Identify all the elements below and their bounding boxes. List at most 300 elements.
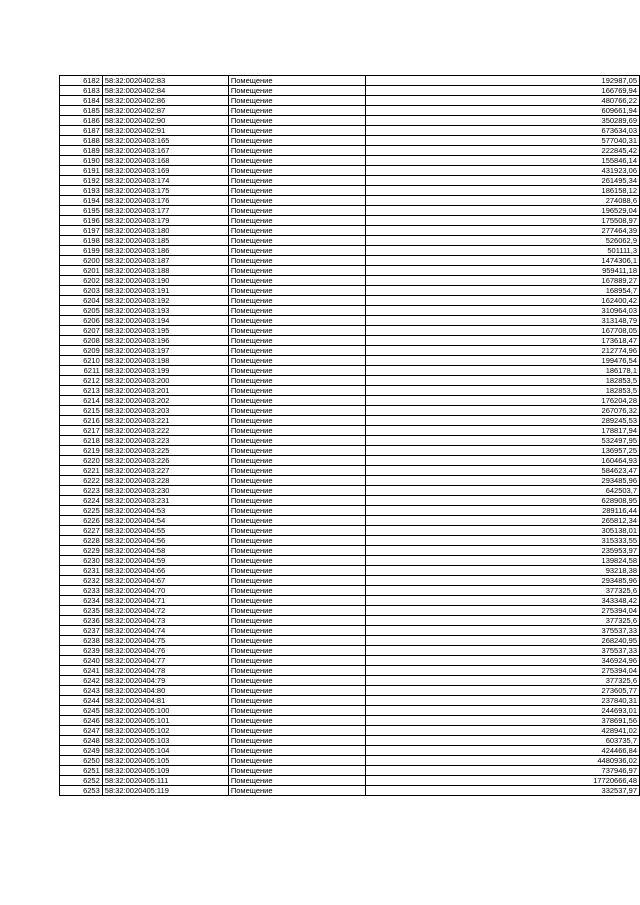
row-number: 6187 [60,126,103,136]
table-row [60,276,640,286]
row-number: 6198 [60,236,103,246]
row-number: 6210 [60,356,103,366]
object-type: Помещение [228,246,366,256]
cadastral-number: 58:32:0020404:81 [102,696,228,706]
cadastral-number: 58:32:0020404:67 [102,576,228,586]
table-row [60,336,640,346]
cadastral-number: 58:32:0020403:167 [102,146,228,156]
row-number: 6252 [60,776,103,786]
cadastral-number: 58:32:0020403:176 [102,196,228,206]
row-number: 6222 [60,476,103,486]
cadastral-value: 346924,96 [366,656,640,666]
cadastral-value: 289116,44 [366,506,640,516]
object-type: Помещение [228,416,366,426]
object-type: Помещение [228,406,366,416]
cadastral-value: 480766,22 [366,96,640,106]
cadastral-value: 182853,5 [366,386,640,396]
cadastral-number: 58:32:0020405:111 [102,776,228,786]
cadastral-number: 58:32:0020403:186 [102,246,228,256]
cadastral-value: 350289,69 [366,116,640,126]
cadastral-number: 58:32:0020404:80 [102,686,228,696]
cadastral-number: 58:32:0020404:74 [102,626,228,636]
table-row [60,706,640,716]
object-type: Помещение [228,96,366,106]
cadastral-number: 58:32:0020403:188 [102,266,228,276]
cadastral-value: 377325,6 [366,616,640,626]
cadastral-number: 58:32:0020405:103 [102,736,228,746]
object-type: Помещение [228,206,366,216]
table-row [60,726,640,736]
table-row [60,676,640,686]
cadastral-value: 196529,04 [366,206,640,216]
object-type: Помещение [228,586,366,596]
cadastral-value: 375537,33 [366,646,640,656]
object-type: Помещение [228,436,366,446]
cadastral-value: 212774,96 [366,346,640,356]
table-row [60,646,640,656]
cadastral-value: 305138,01 [366,526,640,536]
row-number: 6231 [60,566,103,576]
table-row [60,256,640,266]
row-number: 6248 [60,736,103,746]
cadastral-number: 58:32:0020404:54 [102,516,228,526]
table-row [60,786,640,796]
row-number: 6221 [60,466,103,476]
cadastral-value: 265812,34 [366,516,640,526]
object-type: Помещение [228,366,366,376]
table-row [60,756,640,766]
object-type: Помещение [228,146,366,156]
row-number: 6235 [60,606,103,616]
table-row [60,156,640,166]
table-row [60,106,640,116]
table-row [60,476,640,486]
object-type: Помещение [228,346,366,356]
cadastral-value: 1474306,1 [366,256,640,266]
cadastral-value: 532497,95 [366,436,640,446]
cadastral-value: 275394,04 [366,606,640,616]
cadastral-number: 58:32:0020403:197 [102,346,228,356]
cadastral-value: 289245,53 [366,416,640,426]
table-row [60,666,640,676]
cadastral-number: 58:32:0020403:198 [102,356,228,366]
cadastral-value: 293485,96 [366,476,640,486]
row-number: 6228 [60,536,103,546]
row-number: 6250 [60,756,103,766]
row-number: 6208 [60,336,103,346]
table-row [60,206,640,216]
object-type: Помещение [228,676,366,686]
cadastral-value: 673634,03 [366,126,640,136]
table-row [60,436,640,446]
cadastral-number: 58:32:0020403:196 [102,336,228,346]
table-row [60,766,640,776]
object-type: Помещение [228,256,366,266]
object-type: Помещение [228,746,366,756]
row-number: 6206 [60,316,103,326]
row-number: 6238 [60,636,103,646]
row-number: 6224 [60,496,103,506]
row-number: 6203 [60,286,103,296]
object-type: Помещение [228,646,366,656]
row-number: 6244 [60,696,103,706]
row-number: 6212 [60,376,103,386]
table-row [60,146,640,156]
object-type: Помещение [228,606,366,616]
object-type: Помещение [228,216,366,226]
object-type: Помещение [228,316,366,326]
cadastral-number: 58:32:0020403:231 [102,496,228,506]
row-number: 6219 [60,446,103,456]
cadastral-number: 58:32:0020404:78 [102,666,228,676]
object-type: Помещение [228,576,366,586]
object-type: Помещение [228,386,366,396]
cadastral-value: 313148,79 [366,316,640,326]
row-number: 6239 [60,646,103,656]
row-number: 6253 [60,786,103,796]
cadastral-value: 244693,01 [366,706,640,716]
row-number: 6195 [60,206,103,216]
cadastral-number: 58:32:0020403:201 [102,386,228,396]
cadastral-number: 58:32:0020405:109 [102,766,228,776]
object-type: Помещение [228,456,366,466]
table-row [60,496,640,506]
cadastral-value: 424466,84 [366,746,640,756]
table-row [60,246,640,256]
row-number: 6192 [60,176,103,186]
table-row [60,506,640,516]
cadastral-value: 199476,54 [366,356,640,366]
table-row [60,386,640,396]
table-row [60,586,640,596]
object-type: Помещение [228,466,366,476]
table-row [60,696,640,706]
table-row [60,516,640,526]
object-type: Помещение [228,526,366,536]
cadastral-value: 167708,05 [366,326,640,336]
object-type: Помещение [228,716,366,726]
row-number: 6225 [60,506,103,516]
cadastral-number: 58:32:0020404:53 [102,506,228,516]
table-row [60,736,640,746]
table-row [60,306,640,316]
object-type: Помещение [228,226,366,236]
table-row [60,126,640,136]
cadastral-number: 58:32:0020403:168 [102,156,228,166]
object-type: Помещение [228,536,366,546]
cadastral-number: 58:32:0020403:226 [102,456,228,466]
table-row [60,396,640,406]
row-number: 6202 [60,276,103,286]
cadastral-number: 58:32:0020403:230 [102,486,228,496]
cadastral-value: 93218,38 [366,566,640,576]
table-row [60,286,640,296]
object-type: Помещение [228,496,366,506]
cadastral-value: 526062,9 [366,236,640,246]
table-row [60,556,640,566]
object-type: Помещение [228,666,366,676]
object-type: Помещение [228,756,366,766]
cadastral-value: 428941,02 [366,726,640,736]
cadastral-number: 58:32:0020404:75 [102,636,228,646]
cadastral-value: 378691,56 [366,716,640,726]
table-row [60,636,640,646]
cadastral-value: 167889,27 [366,276,640,286]
cadastral-number: 58:32:0020403:200 [102,376,228,386]
row-number: 6182 [60,76,103,86]
cadastral-value: 584623,47 [366,466,640,476]
object-type: Помещение [228,706,366,716]
row-number: 6216 [60,416,103,426]
object-type: Помещение [228,286,366,296]
cadastral-value: 431923,06 [366,166,640,176]
cadastral-number: 58:32:0020403:165 [102,136,228,146]
object-type: Помещение [228,506,366,516]
cadastral-value: 642503,7 [366,486,640,496]
object-type: Помещение [228,516,366,526]
table-row [60,576,640,586]
cadastral-number: 58:32:0020402:86 [102,96,228,106]
cadastral-value: 175508,97 [366,216,640,226]
table-row [60,606,640,616]
table-row [60,226,640,236]
cadastral-number: 58:32:0020403:187 [102,256,228,266]
cadastral-value: 4480936,02 [366,756,640,766]
cadastral-number: 58:32:0020403:174 [102,176,228,186]
object-type: Помещение [228,86,366,96]
object-type: Помещение [228,426,366,436]
cadastral-value: 737946,97 [366,766,640,776]
cadastral-value: 235953,97 [366,546,640,556]
cadastral-value: 261495,34 [366,176,640,186]
cadastral-value: 136957,25 [366,446,640,456]
cadastral-value: 168954,7 [366,286,640,296]
object-type: Помещение [228,186,366,196]
cadastral-value: 166769,94 [366,86,640,96]
cadastral-number: 58:32:0020403:194 [102,316,228,326]
cadastral-value: 162400,42 [366,296,640,306]
object-type: Помещение [228,156,366,166]
cadastral-number: 58:32:0020403:185 [102,236,228,246]
row-number: 6186 [60,116,103,126]
cadastral-number: 58:32:0020403:192 [102,296,228,306]
table-row [60,236,640,246]
row-number: 6189 [60,146,103,156]
row-number: 6249 [60,746,103,756]
object-type: Помещение [228,396,366,406]
cadastral-number: 58:32:0020404:66 [102,566,228,576]
row-number: 6193 [60,186,103,196]
table-row [60,456,640,466]
row-number: 6230 [60,556,103,566]
table-row [60,376,640,386]
row-number: 6243 [60,686,103,696]
cadastral-value: 609661,94 [366,106,640,116]
object-type: Помещение [228,626,366,636]
object-type: Помещение [228,696,366,706]
row-number: 6197 [60,226,103,236]
row-number: 6213 [60,386,103,396]
object-type: Помещение [228,116,366,126]
cadastral-value: 267076,32 [366,406,640,416]
table-row [60,626,640,636]
row-number: 6237 [60,626,103,636]
cadastral-value: 377325,6 [366,586,640,596]
cadastral-number: 58:32:0020403:227 [102,466,228,476]
cadastral-value: 155846,14 [366,156,640,166]
row-number: 6209 [60,346,103,356]
object-type: Помещение [228,726,366,736]
cadastral-number: 58:32:0020404:56 [102,536,228,546]
cadastral-value: 237840,31 [366,696,640,706]
object-type: Помещение [228,136,366,146]
row-number: 6234 [60,596,103,606]
cadastral-number: 58:32:0020402:84 [102,86,228,96]
table-row [60,296,640,306]
cadastral-number: 58:32:0020403:228 [102,476,228,486]
cadastral-value: 268240,95 [366,636,640,646]
cadastral-value: 273605,77 [366,686,640,696]
table-row [60,466,640,476]
object-type: Помещение [228,486,366,496]
table-row [60,216,640,226]
row-number: 6218 [60,436,103,446]
cadastral-number: 58:32:0020404:77 [102,656,228,666]
row-number: 6199 [60,246,103,256]
table-row [60,356,640,366]
object-type: Помещение [228,766,366,776]
table-row [60,136,640,146]
object-type: Помещение [228,736,366,746]
object-type: Помещение [228,356,366,366]
object-type: Помещение [228,656,366,666]
object-type: Помещение [228,326,366,336]
table-row [60,86,640,96]
cadastral-value: 277464,39 [366,226,640,236]
table-row [60,596,640,606]
cadastral-number: 58:32:0020403:195 [102,326,228,336]
cadastral-value: 377325,6 [366,676,640,686]
cadastral-number: 58:32:0020403:179 [102,216,228,226]
table-row [60,686,640,696]
cadastral-value: 603735,7 [366,736,640,746]
object-type: Помещение [228,776,366,786]
row-number: 6214 [60,396,103,406]
object-type: Помещение [228,376,366,386]
row-number: 6201 [60,266,103,276]
table-row [60,176,640,186]
table-row [60,186,640,196]
table-row [60,316,640,326]
cadastral-number: 58:32:0020403:175 [102,186,228,196]
table-row [60,656,640,666]
cadastral-value: 186158,12 [366,186,640,196]
table-row [60,346,640,356]
cadastral-number: 58:32:0020403:190 [102,276,228,286]
cadastral-value: 275394,04 [366,666,640,676]
cadastral-number: 58:32:0020404:71 [102,596,228,606]
row-number: 6211 [60,366,103,376]
table-body [60,76,640,796]
cadastral-value: 293485,96 [366,576,640,586]
cadastral-value: 310964,03 [366,306,640,316]
cadastral-number: 58:32:0020404:72 [102,606,228,616]
object-type: Помещение [228,76,366,86]
cadastral-number: 58:32:0020404:59 [102,556,228,566]
object-type: Помещение [228,266,366,276]
cadastral-number: 58:32:0020403:191 [102,286,228,296]
object-type: Помещение [228,126,366,136]
cadastral-value: 501111,3 [366,246,640,256]
cadastral-number: 58:32:0020404:58 [102,546,228,556]
object-type: Помещение [228,636,366,646]
row-number: 6232 [60,576,103,586]
row-number: 6246 [60,716,103,726]
cadastral-value: 959411,18 [366,266,640,276]
cadastral-value: 182853,5 [366,376,640,386]
table-row [60,546,640,556]
object-type: Помещение [228,236,366,246]
table-row [60,526,640,536]
cadastral-number: 58:32:0020403:202 [102,396,228,406]
table-row [60,566,640,576]
row-number: 6205 [60,306,103,316]
row-number: 6241 [60,666,103,676]
object-type: Помещение [228,336,366,346]
cadastral-value: 17720666,48 [366,776,640,786]
table-row [60,536,640,546]
cadastral-number: 58:32:0020402:90 [102,116,228,126]
table-row [60,746,640,756]
cadastral-number: 58:32:0020403:169 [102,166,228,176]
row-number: 6194 [60,196,103,206]
table-row [60,776,640,786]
cadastral-number: 58:32:0020405:101 [102,716,228,726]
cadastral-number: 58:32:0020403:203 [102,406,228,416]
cadastral-number: 58:32:0020405:105 [102,756,228,766]
cadastral-number: 58:32:0020404:79 [102,676,228,686]
table-row [60,366,640,376]
row-number: 6220 [60,456,103,466]
cadastral-number: 58:32:0020403:222 [102,426,228,436]
table-row [60,196,640,206]
table-row [60,486,640,496]
row-number: 6190 [60,156,103,166]
cadastral-value: 628908,95 [366,496,640,506]
object-type: Помещение [228,176,366,186]
cadastral-number: 58:32:0020403:225 [102,446,228,456]
row-number: 6223 [60,486,103,496]
row-number: 6183 [60,86,103,96]
table-row [60,426,640,436]
row-number: 6204 [60,296,103,306]
cadastral-number: 58:32:0020402:87 [102,106,228,116]
object-type: Помещение [228,196,366,206]
row-number: 6242 [60,676,103,686]
cadastral-value: 332537,97 [366,786,640,796]
object-type: Помещение [228,306,366,316]
table-row [60,446,640,456]
table-row [60,416,640,426]
table-row [60,716,640,726]
cadastral-value: 343348,42 [366,596,640,606]
object-type: Помещение [228,566,366,576]
table-row [60,326,640,336]
cadastral-value: 173618,47 [366,336,640,346]
table-row [60,76,640,86]
object-type: Помещение [228,616,366,626]
row-number: 6236 [60,616,103,626]
